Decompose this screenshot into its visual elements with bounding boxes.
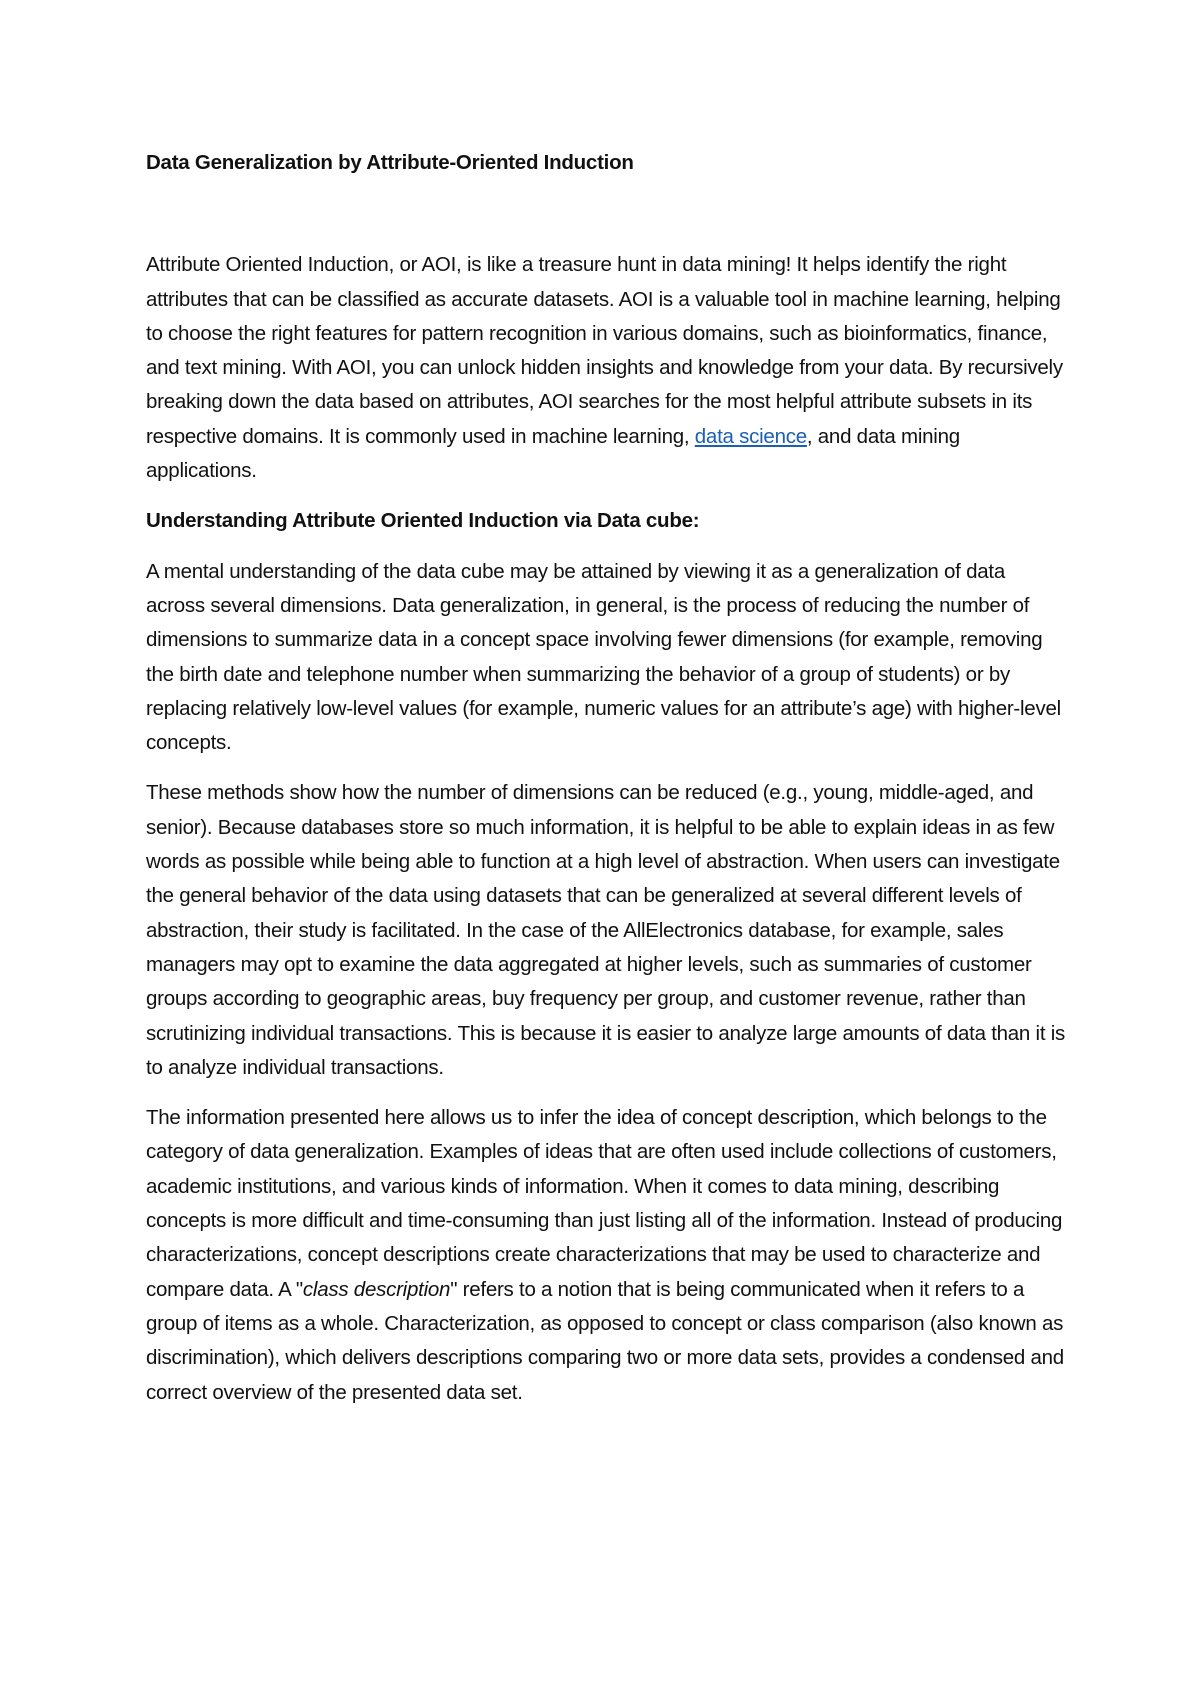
section-heading: Understanding Attribute Oriented Induction via Data cube:: [146, 509, 700, 533]
intro-text: Attribute Oriented Induction, or AOI, is like a treasure hunt in data mining! It helps identify the right attributes that can be classified as accurate datasets. AOI is a valuable tool in machine learning, helping to choose the right features for pattern recognition in various domains, such as bioinformatics, finance, and text mining. With AOI, you can unlock hidden insights and knowledge from your data. By recursively breaking down the data based on attributes, AOI searches for the most helpful attribute subsets in its respective domains. It is commonly used in machine learning,: [146, 253, 1063, 448]
concept-description-paragraph: [146, 1101, 1066, 1410]
concept-text-end: " refers to a notion that is being communicated when it refers to a group of items as a whole. Characterization, as opposed to concept or class comparison (also known as discrimination), which delivers descriptions comparing two or more data sets, provides a condensed and correct overview of the presented data set.: [146, 1277, 1064, 1404]
dimensions-paragraph: These methods show how the number of dimensions can be reduced (e.g., young, middle-aged, and senior). Because databases store so much information, it is helpful to be able to explain ideas in as few words as possible while being able to function at a high level of abstraction. When users can investigate the general behavior of the data using datasets that can be generalized at several different levels of abstraction, their study is facilitated. In the case of the AllElectronics database, for example, sales managers may opt to examine the data aggregated at higher levels, such as summaries of customer groups according to geographic areas, buy frequency per group, and customer revenue, rather than scrutinizing individual transactions. This is because it is easier to analyze large amounts of data than it is to analyze individual transactions.: [146, 781, 1066, 1079]
concept-text: The information presented here allows us to infer the idea of concept description, which belongs to the category of data generalization. Examples of ideas that are often used include collections of customers, academic institutions, and various kinds of information. When it comes to data mining, describing concepts is more difficult and time-consuming than just listing all of the information. Instead of producing characterizations, concept descriptions create characterizations that may be used to characterize and compare data. A ": [146, 1106, 1063, 1301]
document-title: Data Generalization by Attribute-Oriented Induction: [146, 151, 634, 174]
class-description-term: class description: [302, 1277, 451, 1301]
intro-paragraph: [146, 248, 1066, 488]
document-body: [146, 146, 1066, 1426]
data-science-link[interactable]: data science: [694, 424, 807, 448]
data-cube-paragraph: A mental understanding of the data cube may be attained by viewing it as a generalization of data across several dimensions. Data generalization, in general, is the process of reducing the number of dimensions to summarize data in a concept space involving fewer dimensions (for example, removing the birth date and telephone number when summarizing the behavior of a group of students) or by replacing relatively low-level values (for example, numeric values for an attribute’s age) with higher-level concepts.: [146, 559, 1061, 755]
intro-text-end: , and data mining applications.: [146, 424, 960, 483]
